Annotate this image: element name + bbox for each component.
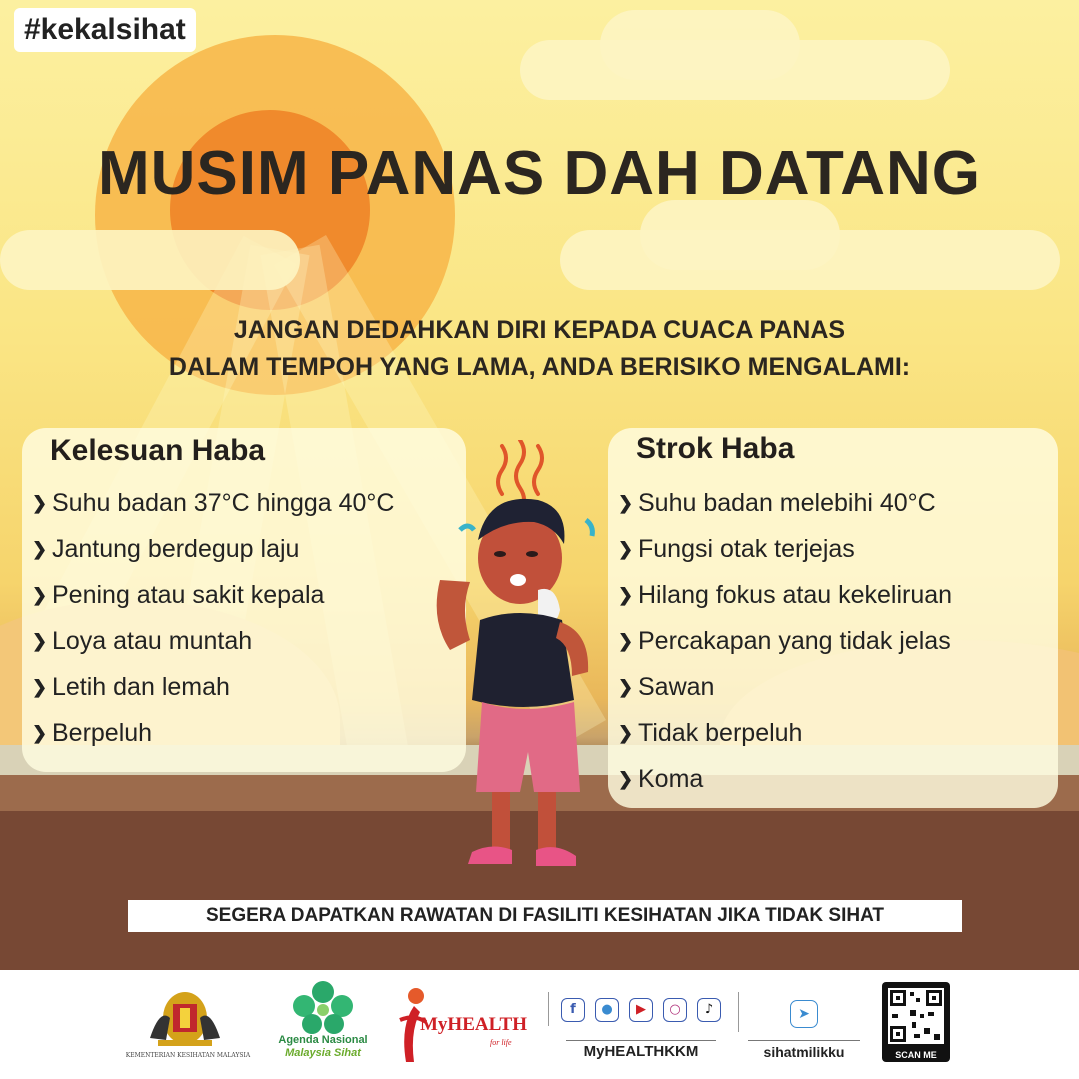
- list-item: ❯ Hilang fokus atau kekeliruan: [618, 572, 952, 618]
- strok-haba-panel: [608, 428, 1058, 808]
- cloud: [600, 10, 800, 80]
- qr-code[interactable]: [882, 982, 950, 1062]
- chevron-right-icon: ❯: [618, 769, 634, 789]
- footer: [0, 970, 1079, 1079]
- list-item: ❯ Pening atau sakit kepala: [32, 572, 394, 618]
- telegram-icon[interactable]: ➤: [790, 1000, 818, 1028]
- page-title: MUSIM PANAS DAH DATANG: [97, 139, 982, 208]
- myhealth-logo: MyHEALTH: [420, 1014, 527, 1035]
- list-item: ❯ Loya atau muntah: [32, 618, 394, 664]
- symptom-list: [32, 480, 394, 756]
- instagram-icon[interactable]: ○: [663, 998, 687, 1022]
- chevron-right-icon: ❯: [32, 631, 48, 651]
- subtitle-line: JANGAN DEDAHKAN DIRI KEPADA CUACA PANAS: [233, 316, 846, 344]
- telegram-handle[interactable]: sihatmilikku: [748, 1040, 860, 1060]
- chevron-right-icon: ❯: [32, 539, 48, 559]
- divider: [738, 992, 739, 1032]
- myhealth-tagline: for life: [490, 1038, 512, 1047]
- cloud: [640, 200, 840, 270]
- subtitle: [0, 312, 1079, 386]
- panel-title: Strok Haba: [636, 432, 795, 465]
- list-item: ❯ Suhu badan 37°C hingga 40°C: [32, 480, 394, 526]
- chevron-right-icon: ❯: [618, 539, 634, 559]
- agenda-nasional-label: Agenda Nasional Malaysia Sihat: [278, 1034, 368, 1059]
- list-item: ❯ Sawan: [618, 664, 952, 710]
- warning-banner: SEGERA DAPATKAN RAWATAN DI FASILITI KESIHATAN JIKA TIDAK SIHAT: [128, 900, 962, 932]
- kelesuan-haba-panel: [22, 428, 466, 772]
- twitter-icon[interactable]: ●: [595, 998, 619, 1022]
- chevron-right-icon: ❯: [32, 493, 48, 513]
- symptom-list: [618, 480, 952, 802]
- list-item: ❯ Berpeluh: [32, 710, 394, 756]
- list-item: ❯ Fungsi otak terjejas: [618, 526, 952, 572]
- subtitle-line: DALAM TEMPOH YANG LAMA, ANDA BERISIKO MENGALAMI:: [168, 353, 911, 381]
- hibiscus-logo: [288, 978, 358, 1036]
- list-item: ❯ Koma: [618, 756, 952, 802]
- youtube-icon[interactable]: ▶: [629, 998, 653, 1022]
- qr-label: SCAN ME: [895, 1050, 937, 1060]
- list-item: ❯ Tidak berpeluh: [618, 710, 952, 756]
- chevron-right-icon: ❯: [618, 631, 634, 651]
- chevron-right-icon: ❯: [618, 723, 634, 743]
- kkm-crest-logo: [140, 988, 230, 1050]
- chevron-right-icon: ❯: [618, 677, 634, 697]
- chevron-right-icon: ❯: [32, 677, 48, 697]
- social-icons: [548, 992, 728, 1026]
- qr-code-icon: [888, 988, 944, 1044]
- chevron-right-icon: ❯: [618, 585, 634, 605]
- sweating-boy-illustration: [420, 440, 620, 880]
- panel-title: Kelesuan Haba: [50, 434, 266, 467]
- hashtag-label: #kekalsihat: [14, 8, 196, 52]
- kkm-label: KEMENTERIAN KESIHATAN MALAYSIA: [125, 1052, 251, 1059]
- list-item: ❯ Suhu badan melebihi 40°C: [618, 480, 952, 526]
- list-item: ❯ Jantung berdegup laju: [32, 526, 394, 572]
- cloud: [0, 230, 300, 290]
- social-handle[interactable]: MyHEALTHKKM: [566, 1040, 716, 1060]
- chevron-right-icon: ❯: [618, 493, 634, 513]
- facebook-icon[interactable]: f: [561, 998, 585, 1022]
- list-item: ❯ Letih dan lemah: [32, 664, 394, 710]
- list-item: ❯ Percakapan yang tidak jelas: [618, 618, 952, 664]
- chevron-right-icon: ❯: [32, 723, 48, 743]
- chevron-right-icon: ❯: [32, 585, 48, 605]
- tiktok-icon[interactable]: ♪: [697, 998, 721, 1022]
